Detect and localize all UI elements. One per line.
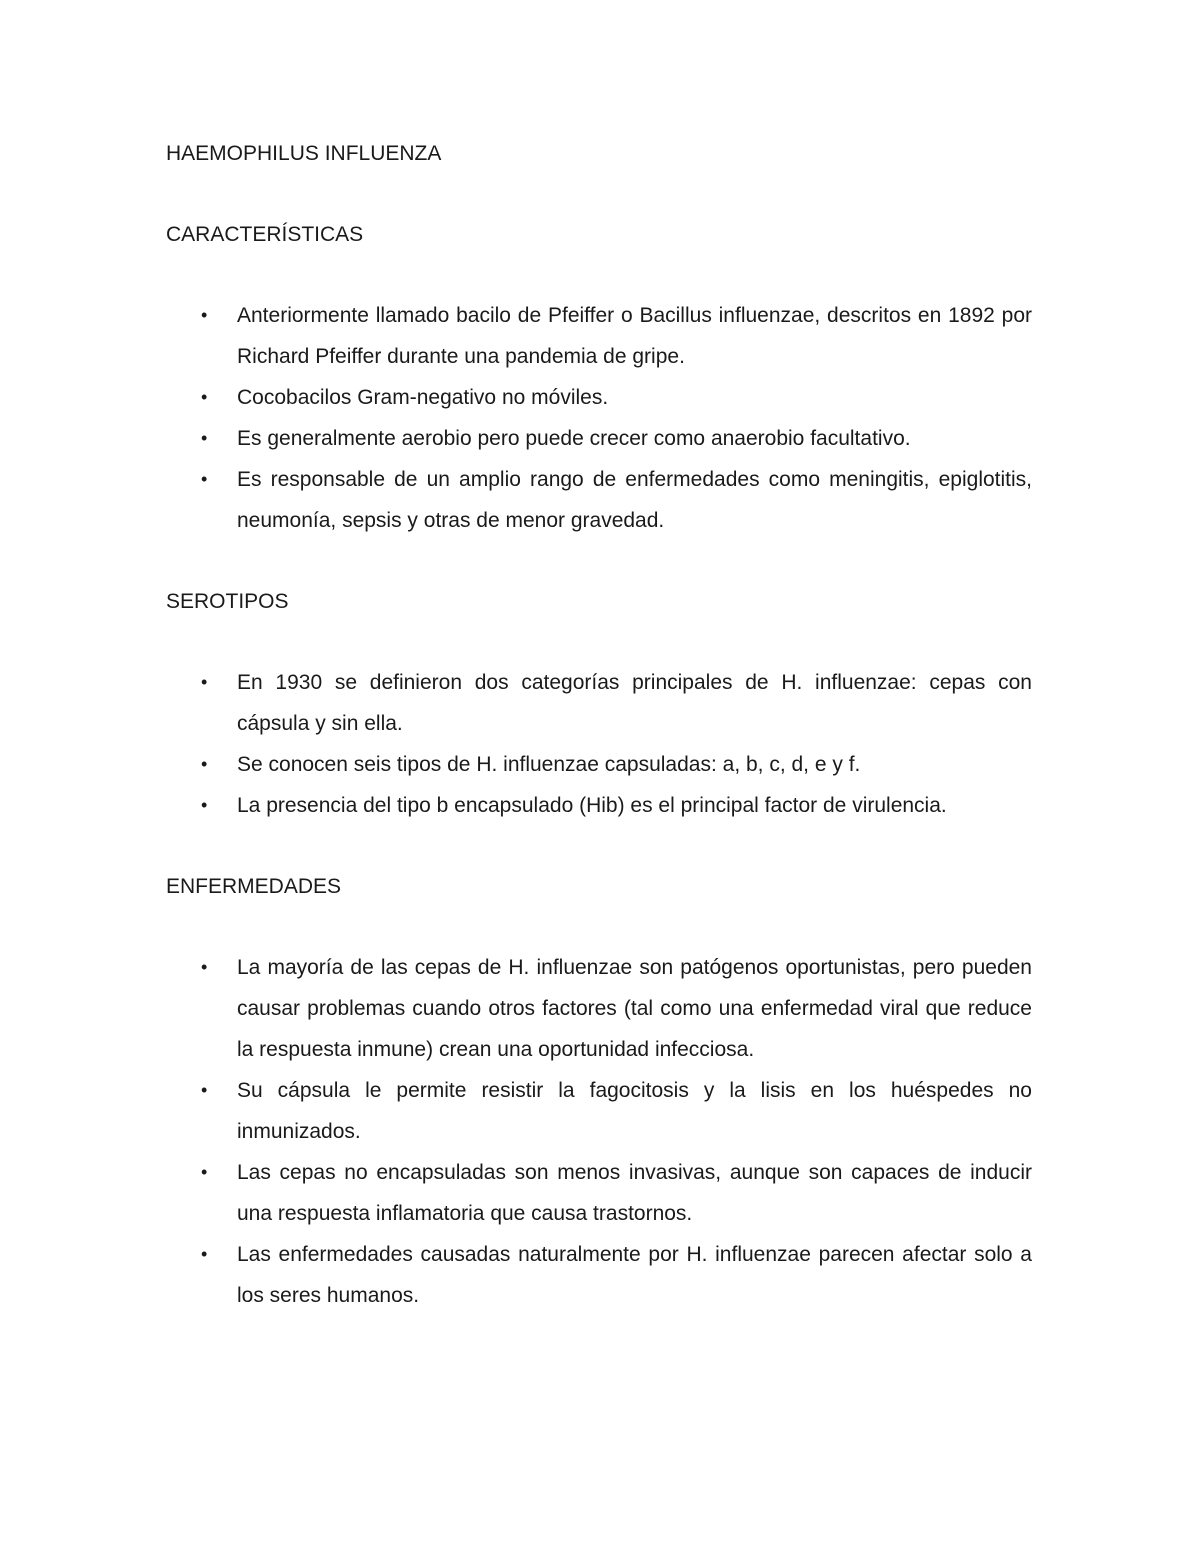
section-heading: CARACTERÍSTICAS [166,223,364,246]
list-item-text: Su cápsula le permite resistir la fagocitosis y la lisis en los huéspedes no inmunizados. [237,1079,1032,1143]
list-item-text: Las enfermedades causadas naturalmente por H. influenzae parecen afectar solo a los seres humanos. [237,1243,1032,1307]
bullet-icon: • [201,795,208,815]
list-item [166,1234,1032,1316]
list-item-text: En 1930 se definieron dos categorías principales de H. influenzae: cepas con cápsula y sin ella. [237,671,1032,735]
list-item-text: Es responsable de un amplio rango de enfermedades como meningitis, epiglotitis, neumonía, sepsis y otras de menor gravedad. [237,468,1032,532]
list-item-text: Las cepas no encapsuladas son menos invasivas, aunque son capaces de inducir una respuesta inflamatoria que causa trastornos. [237,1161,1032,1225]
list-item [166,662,1032,744]
bullet-list [166,947,1032,1316]
bullet-icon: • [201,1162,208,1182]
bullet-icon: • [201,387,208,407]
list-item [166,377,1032,418]
section-serotipos [166,581,1032,826]
list-item [166,947,1032,1070]
bullet-icon: • [201,469,208,489]
bullet-icon: • [201,1080,208,1100]
bullet-icon: • [201,672,208,692]
list-item [166,785,1032,826]
list-item-text: La presencia del tipo b encapsulado (Hib) es el principal factor de virulencia. [237,794,947,817]
bullet-icon: • [201,957,208,977]
section-enfermedades [166,866,1032,1316]
list-item [166,744,1032,785]
list-item-text: Es generalmente aerobio pero puede crecer como anaerobio facultativo. [237,427,911,450]
list-item-text: Se conocen seis tipos de H. influenzae capsuladas: a, b, c, d, e y f. [237,753,861,776]
bullet-icon: • [201,428,208,448]
bullet-icon: • [201,305,208,325]
list-item [166,459,1032,541]
list-item [166,295,1032,377]
bullet-icon: • [201,754,208,774]
document-body [166,133,1032,1356]
document-title: HAEMOPHILUS INFLUENZA [166,142,442,165]
section-heading: ENFERMEDADES [166,875,342,898]
bullet-list [166,295,1032,541]
bullet-icon: • [201,1244,208,1264]
list-item-text: La mayoría de las cepas de H. influenzae son patógenos oportunistas, pero pueden causar problemas cuando otros factores (tal como una enfermedad viral que reduce la respuesta inmune) crean una oportunidad infecciosa. [237,956,1032,1061]
list-item-text: Cocobacilos Gram-negativo no móviles. [237,386,609,409]
list-item-text: Anteriormente llamado bacilo de Pfeiffer o Bacillus influenzae, descritos en 1892 por Richard Pfeiffer durante una pandemia de gripe. [237,304,1032,368]
list-item [166,418,1032,459]
section-caracteristicas [166,214,1032,541]
section-heading: SEROTIPOS [166,590,289,613]
list-item [166,1070,1032,1152]
list-item [166,1152,1032,1234]
bullet-list [166,662,1032,826]
